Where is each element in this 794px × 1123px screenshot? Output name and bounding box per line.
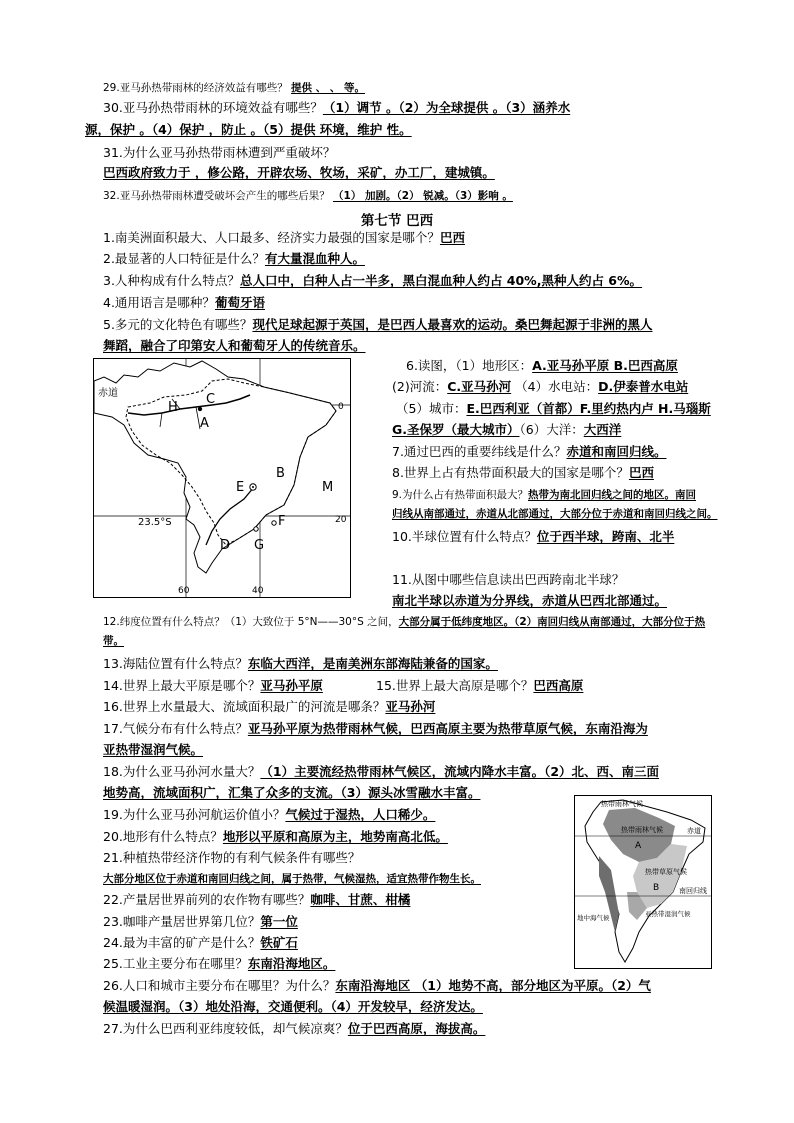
q17 [103,720,648,738]
q12 [103,613,705,631]
q2-question: 2.最显著的人口特征是什么？ [103,251,265,266]
q11-question: 11.从图中哪些信息读出巴西跨南北半球？ [392,572,625,587]
q7-answer: 赤道和南回归线。 [566,444,667,459]
q25 [103,955,335,973]
q11-answer: 南北半球以赤道为分界线，赤道从巴西北部通过。 [392,593,668,608]
q16-question: 16.世界上水量最大、流域面积最广的河流是哪条？ [103,699,386,714]
q14-answer: 亚马孙平原 [260,678,323,693]
q12-question: 12.纬度位置有什么特点？（1）大致位于 5°N——30°S 之间， [103,616,399,628]
q3-question: 3.人种构成有什么特点？ [103,273,240,288]
q30-answer-2: 源，保护 。（4）保护 ，防止 。（5）提供 环境，维护 性。 [85,122,412,137]
map-lon-60: 60 [178,586,190,596]
map-label-B: B [276,466,285,481]
q10 [392,528,674,546]
q6-answer-1: A.亚马孙平原 B.巴西高原 [532,358,678,373]
climate-tropic: 南回归线 [679,887,707,895]
q19 [103,806,435,824]
brazil-map [93,358,351,598]
map-lat-20: 20 [335,515,347,525]
q22-question: 22.产量居世界前列的农作物有哪些？ [103,892,311,907]
q30-question: 30.亚马孙热带雨林的环境效益有哪些？ [103,100,323,115]
map-label-E: E [236,480,245,495]
q6-ocean: （6）大洋： [519,422,584,437]
q20 [103,828,448,846]
q5-answer-2: 舞蹈，融合了印第安人和葡萄牙人的传统音乐。 [103,338,366,353]
q6-question: 6.读图，（1）地形区： [406,358,533,373]
q19-answer: 气候过于湿热，人口稀少。 [285,807,436,822]
q29 [103,79,365,97]
q26-answer-2: 候温暖湿润。（3）地处沿海，交通便利。（4）开发较早，经济发达。 [103,999,483,1014]
q29-question: 29.亚马孙热带雨林的经济效益有哪些？ [103,82,288,94]
q24 [103,934,298,952]
q1 [103,229,465,247]
q12-answer-1: 大部分属于低纬度地区。（2）南回归线从南部通过，大部分位于热 [398,616,706,628]
climate-label-A: A [635,841,642,851]
q6-hydro-answer: D.伊泰普水电站 [598,379,689,394]
map-label-M: M [322,480,334,495]
q20-question: 20.地形有什么特点？ [103,829,223,844]
map-label-C: C [206,392,216,407]
climate-label-B: B [653,883,660,893]
q9-question: 9.为什么占有热带面积最大？ [392,489,529,501]
q4-answer: 葡萄牙语 [214,295,265,310]
q32-question: 32.亚马孙热带雨林遭受破坏会产生的哪些后果？ [103,190,330,202]
climate-rainforest: 热带雨林气候 [601,800,643,808]
section-title: 第七节 巴西 [360,213,434,229]
q5-answer-1: 现代足球起源于英国，是巴西人最喜欢的运动。桑巴舞起源于非洲的黑人 [252,317,653,332]
q20-answer: 地形以平原和高原为主，地势南高北低。 [222,829,448,844]
q7-question: 7.通过巴西的重要纬线是什么？ [392,444,567,459]
q23-question: 23.咖啡产量居世界第几位？ [103,914,261,929]
map-tropic-label: 23.5°S [138,517,172,528]
q1-answer: 巴西 [439,230,465,245]
q13-answer: 东临大西洋，是南美洲东部海陆兼备的国家。 [247,656,498,671]
q15-answer: 巴西高原 [533,678,584,693]
q6 [406,357,678,375]
q24-question: 24.最为丰富的矿产是什么？ [103,935,261,950]
q27-question: 27.为什么巴西利亚纬度较低，却气候凉爽？ [103,1021,348,1036]
q6-line2 [392,378,688,396]
map-label-H: H [168,400,178,415]
climate-map [574,795,712,969]
q31-question: 31.为什么亚马孙热带雨林遭到严重破坏？ [103,145,336,160]
q30 [103,99,570,117]
q10-question: 10.半球位置有什么特点？ [392,529,537,544]
q18-question: 18.为什么亚马孙河水量大？ [103,764,261,779]
q6-line3 [396,400,711,418]
map-equator-label: 赤道 [98,388,118,399]
q6-rivers: (2)河流： [392,379,448,394]
map-lon-40: 40 [252,586,264,596]
q17-answer-2: 亚热带湿润气候。 [103,742,204,757]
q9-answer-1: 热带为南北回归线之间的地区。南回 [528,489,697,501]
q21-question: 21.种植热带经济作物的有利气候条件有哪些？ [103,850,361,865]
q5 [103,316,652,334]
q31-answer: 巴西政府致力于 ，修公路，开辟农场、牧场，采矿，办工厂，建城镇。 [103,165,495,180]
q6-cities: （5）城市： [396,401,467,416]
map-label-D: D [220,538,231,553]
q22 [103,891,410,909]
map-lat-0: 0 [338,402,344,412]
q2-answer: 有大量混血种人。 [264,251,365,266]
map-label-G: G [254,538,265,553]
q5-question: 5.多元的文化特色有哪些？ [103,317,253,332]
q19-question: 19.为什么亚马孙河航运价值小？ [103,807,286,822]
q4-question: 4.通用语言是哪种？ [103,295,215,310]
q21-answer: 大部分地区位于赤道和南回归线之间，属于热带，气候湿热，适宜热带作物生长。 [103,873,481,885]
q9 [392,486,696,504]
q29-answer: 提供 、 、 等。 [291,82,366,94]
q23-answer: 第一位 [260,914,298,929]
climate-humid: 亚热带湿润气候 [645,910,691,918]
q25-question: 25.工业主要分布在哪里？ [103,956,248,971]
q18 [103,763,659,781]
q26 [103,977,651,995]
map-label-A: A [200,416,209,431]
q22-answer: 咖啡、甘蔗、柑橘 [310,892,411,907]
q9-answer-2: 归线从南部通过，赤道从北部通过，大部分位于赤道和南回归线之间。 [392,508,718,520]
climate-equator: 赤道 [687,827,701,835]
climate-rainforest-2: 热带雨林气候 [621,826,663,834]
climate-savanna: 热带草原气候 [645,868,687,876]
q4 [103,294,265,312]
q13 [103,655,498,673]
q1-question: 1.南美洲面积最大、人口最多、经济实力最强的国家是哪个？ [103,230,440,245]
q6-line4 [392,421,621,439]
q32 [103,187,513,205]
q32-answer: （1） 加剧。（2） 锐减。（3）影响 。 [333,190,513,202]
q6-hydro: （4）水电站： [515,379,599,394]
q17-answer-1: 亚马孙平原为热带雨林气候，巴西高原主要为热带草原气候，东南沿海为 [247,721,648,736]
q27-answer: 位于巴西高原，海拔高。 [347,1021,486,1036]
q14 [103,677,323,695]
q2 [103,250,365,268]
q7 [392,443,666,461]
q27 [103,1020,485,1038]
q24-answer: 铁矿石 [260,935,298,950]
q26-answer-1: 东南沿海地区 （1）地势不高，部分地区为平原。（2）气 [335,978,651,993]
q30-answer-1: （1）调节 。（2）为全球提供 。（3）涵养水 [322,100,571,115]
q26-question: 26.人口和城市主要分布在哪里？为什么？ [103,978,336,993]
q18-answer-2: 地势高，流域面积广，汇集了众多的支流。（3）源头冰雪融水丰富。 [103,785,481,800]
q8-question: 8.世界上占有热带面积最大的国家是哪个？ [392,465,629,480]
q13-question: 13.海陆位置有什么特点？ [103,656,248,671]
q23 [103,913,298,931]
q8-answer: 巴西 [628,465,654,480]
q3-answer: 总人口中，白种人占一半多，黑白混血种人约占 40%,黑种人约占 6%。 [239,273,643,288]
q6-rivers-answer: C.亚马孙河 [447,379,512,394]
q12-answer-2: 带。 [103,635,124,647]
q25-answer: 东南沿海地区。 [247,956,336,971]
q14-question: 14.世界上最大平原是哪个？ [103,678,261,693]
map-label-F: F [278,514,286,529]
q18-answer-1: （1）主要流经热带雨林气候区，流域内降水丰富。（2）北、西、南三面 [260,764,660,779]
q6-cities-answer-2: G.圣保罗（最大城市） [392,422,520,437]
q8 [392,464,654,482]
q15 [376,677,583,695]
climate-med: 地中海气候 [577,914,610,922]
q10-answer: 位于西半球，跨南、北半 [536,529,675,544]
q6-ocean-answer: 大西洋 [583,422,622,437]
q15-question: 15.世界上最大高原是哪个？ [376,678,534,693]
q17-question: 17.气候分布有什么特点？ [103,721,248,736]
q16 [103,698,435,716]
q16-answer: 亚马孙河 [385,699,436,714]
q3 [103,272,642,290]
q6-cities-answer: E.巴西利亚（首都）F.里约热内卢 H.马瑙斯 [466,401,711,416]
